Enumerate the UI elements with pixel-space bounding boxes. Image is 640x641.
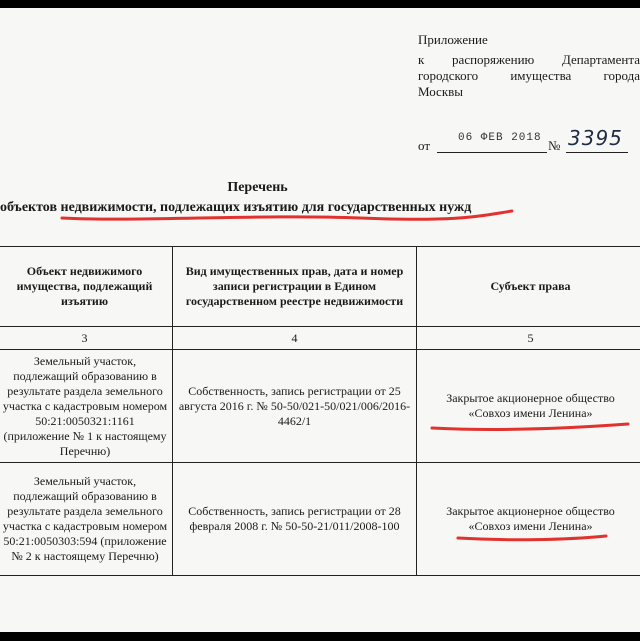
appendix-line-2: городского имущества города xyxy=(418,68,640,83)
object-cell: Земельный участок, подлежащий образованию в результате раздела земельного участка с кадастровым номером 50:21:0050321:1161 (приложение № 1 к настоящему Перечню) xyxy=(0,350,173,463)
list-subtitle: объектов недвижимости, подлежащих изъятию для государственных нужд xyxy=(0,200,472,215)
column-number: 3 xyxy=(0,327,173,350)
subject-cell xyxy=(417,463,640,576)
date-stamp: 06 ФЕВ 2018 xyxy=(458,132,542,144)
table-row xyxy=(0,463,640,576)
subject-cell xyxy=(417,350,640,463)
date-prefix: от xyxy=(418,138,431,153)
table-row xyxy=(0,350,640,463)
property-table xyxy=(0,246,640,576)
subject-line-2: «Совхоз имени Ленина» xyxy=(468,519,593,533)
subject-line-1: Закрытое акционерное общество xyxy=(446,391,615,405)
column-number: 5 xyxy=(417,327,640,350)
column-header-subject: Субъект права xyxy=(417,247,640,327)
list-title: Перечень xyxy=(227,180,288,195)
appendix-line-1: к распоряжению Департамента xyxy=(418,52,640,67)
rights-cell: Собственность, запись регистрации от 25 августа 2016 г. № 50-50/021-50/021/006/2016-4462/1 xyxy=(173,350,417,463)
subject-line-1: Закрытое акционерное общество xyxy=(446,504,615,518)
column-number-row xyxy=(0,327,640,350)
object-cell: Земельный участок, подлежащий образованию в результате раздела земельного участка с кадастровым номером 50:21:0050303:594 (приложение № 2 к настоящему Перечню) xyxy=(0,463,173,576)
table-header-row xyxy=(0,247,640,327)
date-number-line xyxy=(418,126,640,156)
subject-line-2: «Совхоз имени Ленина» xyxy=(468,406,593,420)
column-header-object: Объект недвижимого имущества, подлежащий изъятию xyxy=(0,247,173,327)
appendix-line-3: Москвы xyxy=(418,84,464,99)
appendix-block xyxy=(418,32,640,100)
document-page xyxy=(0,8,640,632)
appendix-label: Приложение xyxy=(418,32,488,47)
column-number: 4 xyxy=(173,327,417,350)
number-prefix: № xyxy=(548,138,561,153)
document-number: 3395 xyxy=(568,126,623,150)
column-header-rights: Вид имущественных прав, дата и номер записи регистрации в Едином государственном реестре недвижимости xyxy=(173,247,417,327)
rights-cell: Собственность, запись регистрации от 28 февраля 2008 г. № 50-50-21/011/2008-100 xyxy=(173,463,417,576)
